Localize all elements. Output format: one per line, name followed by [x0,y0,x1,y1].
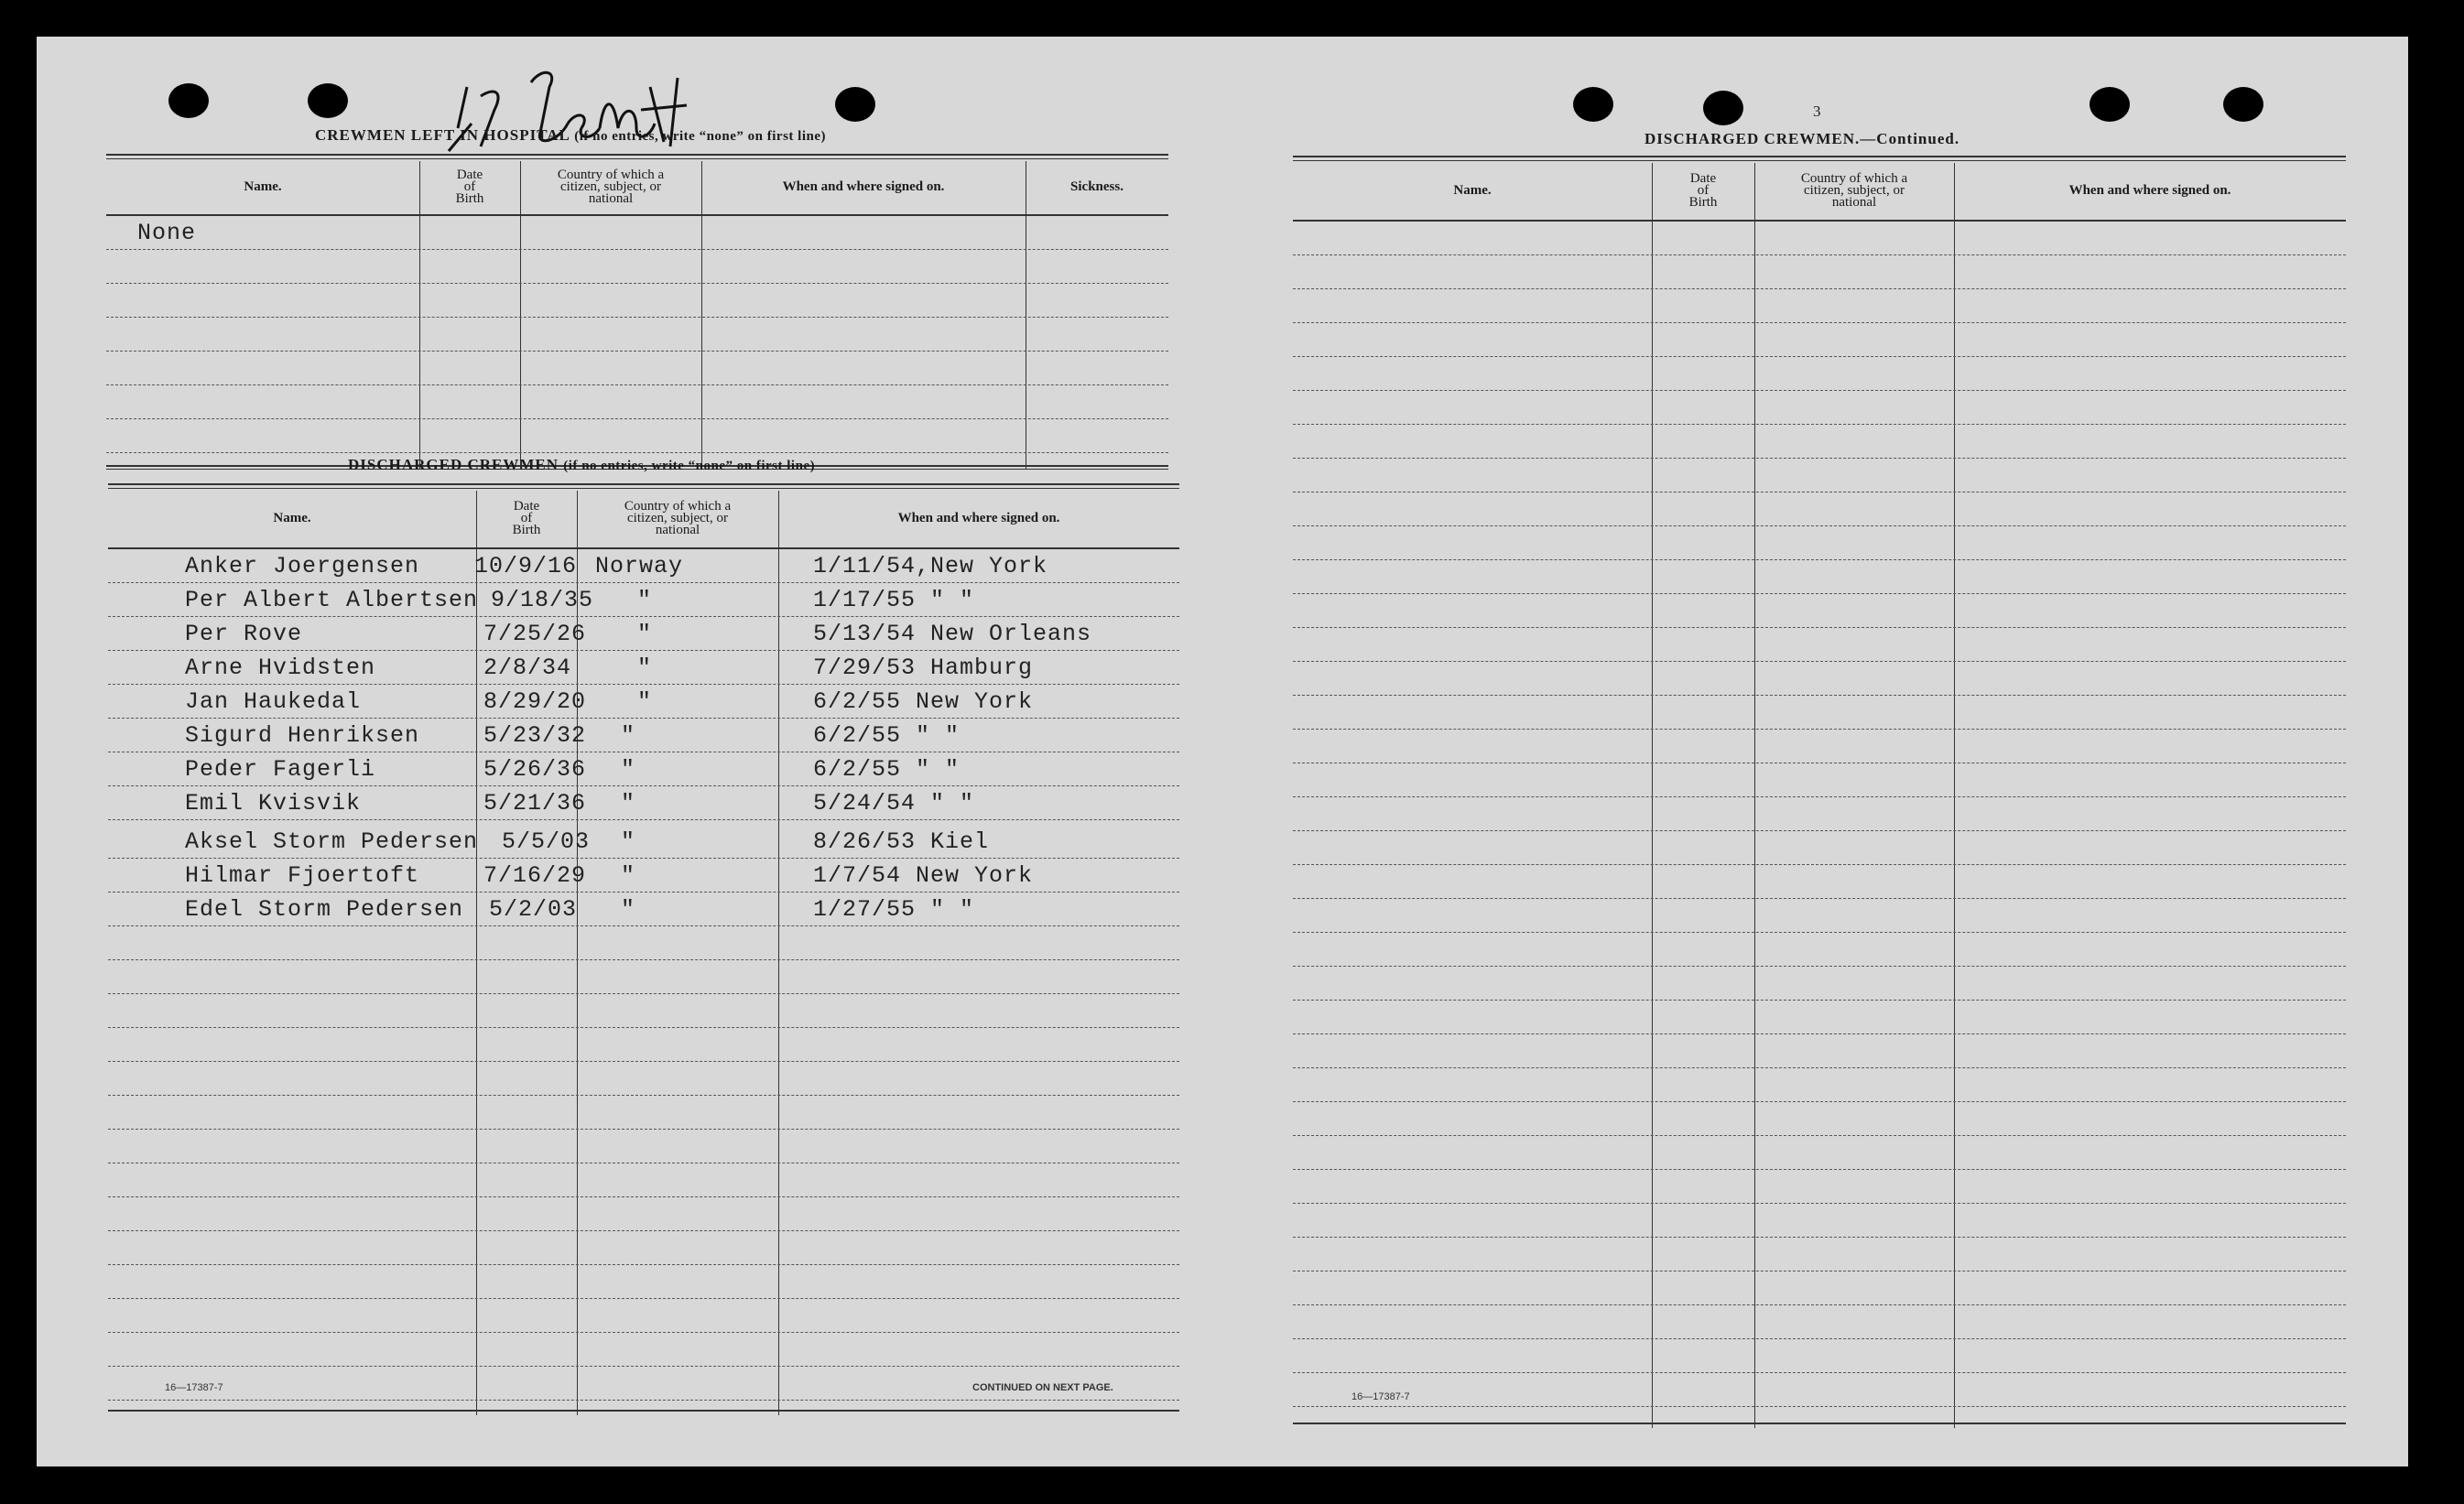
cell-name: Emil Kvisvik [185,790,362,817]
table-row [106,250,1168,284]
table-row [108,752,1179,786]
table-row [108,685,1179,719]
table-row [1293,357,2346,391]
cell-signed-on: 1/11/54,New York [813,553,1048,579]
punch-hole [2223,87,2263,122]
cell-country: " [621,790,636,817]
table-row [1293,1102,2346,1136]
cell-signed-on: 8/26/53 Kiel [813,828,990,855]
right-title-suffix: —Continued. [1860,130,1960,147]
hospital-table [106,154,1168,474]
table-row [108,960,1179,994]
table-row [1293,560,2346,594]
table-row [108,1265,1179,1299]
punch-hole [308,83,348,118]
table-row [1293,1373,2346,1407]
col-header-signed-on: When and where signed on. [2068,182,2231,198]
cell-dob: 5/5/03 [502,828,591,855]
table-row [1293,763,2346,797]
right-page [1245,37,2408,1466]
table-row [108,820,1179,859]
cell-name: Per Albert Albertsen [185,587,479,613]
table-row [1293,730,2346,763]
col-header-name: Name. [1453,182,1492,198]
cell-name: Per Rove [185,621,303,647]
col-header-dob: Date of Birth [512,498,541,537]
hospital-title-note: (if no entries, write “none” on first line) [574,129,826,144]
hospital-section-title [315,126,826,145]
table-row [108,1096,1179,1130]
table-row [1293,289,2346,323]
cell-dob: 5/26/36 [483,756,587,783]
table-row [1293,222,2346,255]
cell-country: " [621,896,636,923]
cell-name: Aksel Storm Pedersen [185,828,479,855]
table-row [1293,1238,2346,1271]
table-row [108,1163,1179,1197]
table-row [108,786,1179,820]
cell-signed-on: 1/7/54 New York [813,862,1034,889]
table-row [108,583,1179,617]
cell-country: " [637,587,653,613]
table-row [1293,1305,2346,1339]
table-row [108,893,1179,926]
cell-country: " [621,828,636,855]
table-row [108,1130,1179,1163]
table-row [1293,492,2346,526]
cell-dob: 5/21/36 [483,790,587,817]
table-row [1293,696,2346,730]
table-row [1293,323,2346,357]
cell-signed-on: 6/2/55 " " [813,756,961,783]
cell-dob: 5/23/32 [483,722,587,749]
hospital-table-header [106,161,1168,212]
cell-dob: 10/9/16 [474,553,578,579]
table-row [108,1299,1179,1333]
table-row [1293,1001,2346,1034]
continued-note: CONTINUED ON NEXT PAGE. [972,1382,1113,1393]
col-header-signed-on: When and where signed on. [897,510,1060,525]
cell-country: " [621,862,636,889]
cell-dob: 2/8/34 [483,655,572,681]
cell-signed-on: 5/24/54 " " [813,790,975,817]
table-row [106,419,1168,453]
col-header-name: Name. [244,179,282,194]
table-row [1293,425,2346,459]
table-row [108,1062,1179,1096]
cell-signed-on: 1/17/55 " " [813,587,975,613]
table-row [106,352,1168,385]
cell-dob: 5/2/03 [489,896,578,923]
table-row [1293,1271,2346,1305]
cell-country: " [637,621,653,647]
table-row [1293,1136,2346,1170]
table-row [1293,831,2346,865]
table-row [1293,391,2346,425]
cell-name: Edel Storm Pedersen [185,896,464,923]
table-row [1293,459,2346,492]
table-row [1293,1034,2346,1068]
cell-dob: 9/18/35 [491,587,594,613]
table-row [108,651,1179,685]
col-header-dob: Date of Birth [1688,170,1718,210]
cell-signed-on: 7/29/53 Hamburg [813,655,1034,681]
continued-table-header [1293,163,2346,218]
table-row [1293,797,2346,831]
table-row [108,994,1179,1028]
cell-country: " [621,756,636,783]
cell-country: " [637,655,653,681]
discharged-title-note: (if no entries, write “none” on first line) [563,459,816,473]
table-row [108,1231,1179,1265]
table-row [106,385,1168,419]
right-section-title [1644,130,1959,148]
table-row [1293,1068,2346,1102]
cell-signed-on: 6/2/55 New York [813,688,1034,715]
table-row [1293,526,2346,560]
col-header-country: Country of which a citizen, subject, or national [1800,170,1908,210]
table-row [1293,933,2346,967]
table-row [108,719,1179,752]
punch-hole [168,83,209,118]
table-row [1293,662,2346,696]
table-row [1293,1339,2346,1373]
cell-signed-on: 5/13/54 New Orleans [813,621,1092,647]
cell-name: None [137,220,197,246]
table-row [1293,865,2346,899]
col-header-name: Name. [273,510,311,525]
table-row [108,1197,1179,1231]
table-row [1293,1204,2346,1238]
table-row [108,617,1179,651]
form-number: 16—17387-7 [1351,1391,1410,1402]
table-row [108,926,1179,960]
table-row [108,1028,1179,1062]
cell-name: Jan Haukedal [185,688,362,715]
page-number: 3 [1813,103,1822,120]
col-header-country: Country of which a citizen, subject, or national [624,498,732,537]
discharged-table-header [108,491,1179,546]
punch-hole [2090,87,2130,122]
cell-dob: 7/25/26 [483,621,587,647]
table-row [106,284,1168,318]
table-row [1293,594,2346,628]
right-title-text: DISCHARGED CREWMEN. [1644,130,1861,147]
cell-name: Hilmar Fjoertoft [185,862,420,889]
col-header-signed-on: When and where signed on. [782,179,945,194]
cell-country: " [621,722,636,749]
table-row [106,318,1168,352]
cell-signed-on: 6/2/55 " " [813,722,961,749]
cell-dob: 8/29/20 [483,688,587,715]
discharged-table [108,483,1179,1417]
cell-country: " [637,688,653,715]
cell-name: Peder Fagerli [185,756,376,783]
col-header-dob: Date of Birth [455,167,484,206]
table-row [1293,255,2346,289]
punch-hole [1573,87,1613,122]
discharged-section-title [348,456,815,474]
table-row [108,859,1179,893]
table-row [1293,899,2346,933]
punch-hole [835,87,875,122]
table-row [106,216,1168,250]
punch-hole [1703,91,1743,125]
discharged-continued-table [1293,156,2346,1428]
hospital-title-text: CREWMEN LEFT IN HOSPITAL [315,126,570,144]
table-row [1293,1170,2346,1204]
col-header-sickness: Sickness. [1070,179,1123,194]
handwritten-annotation [430,60,815,160]
cell-country: Norway [595,553,684,579]
cell-signed-on: 1/27/55 " " [813,896,975,923]
col-header-country: Country of which a citizen, subject, or national [557,167,665,206]
cell-dob: 7/16/29 [483,862,587,889]
table-row [1293,628,2346,662]
table-row [108,549,1179,583]
cell-name: Anker Joergensen [185,553,420,579]
left-page [37,37,1245,1466]
table-row [108,1333,1179,1367]
cell-name: Arne Hvidsten [185,655,376,681]
table-row [1293,967,2346,1001]
discharged-title-text: DISCHARGED CREWMEN [348,456,559,473]
cell-name: Sigurd Henriksen [185,722,420,749]
form-number: 16—17387-7 [165,1382,223,1393]
